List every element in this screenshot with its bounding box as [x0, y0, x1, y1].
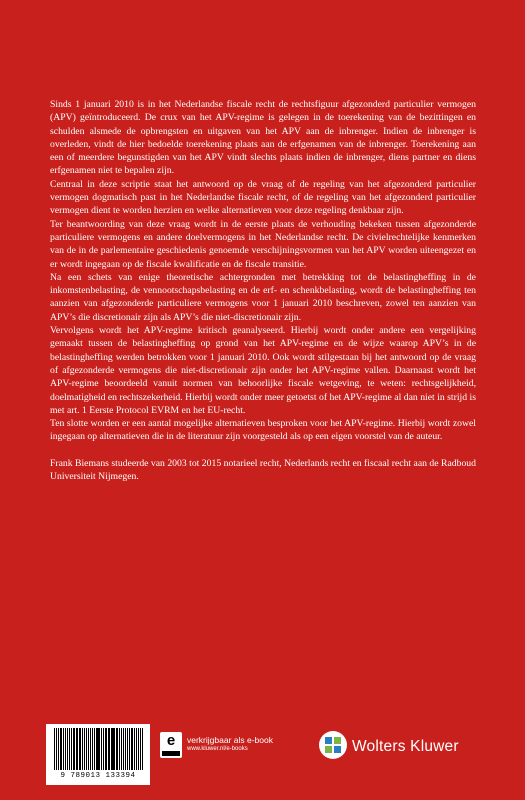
paragraph-central-question: Centraal in deze scriptie staat het antwoord op de vraag of de regeling van het afgezonderd particulier vermogen dogmatisch past in het Nederlandse fiscale recht, of de regeling van het afgezonderd particulier vermogen dient te worden herzien en welke alternatieven voor deze regeling denkbaar zijn. [50, 178, 476, 217]
publisher-name: Wolters Kluwer [352, 738, 459, 755]
ebook-badge [160, 732, 280, 762]
ebook-title: verkrijgbaar als e-book [187, 735, 273, 745]
barcode-number: 9 789013 133394 [60, 772, 136, 780]
cover-footer [0, 708, 525, 800]
back-cover-text [50, 98, 476, 483]
author-bio: Frank Biemans studeerde van 2003 tot 2015 notarieel recht, Nederlands recht en fiscaal recht aan de Radboud Universiteit Nijmegen. [50, 457, 476, 483]
ebook-url: www.kluwer.nl/e-books [187, 746, 248, 752]
isbn-barcode [46, 724, 150, 785]
paragraph-background: Na een schets van enige theoretische achtergronden met betrekking tot de belastingheffing in de inkomstenbelasting, de vennootschapsbelasting en de erf- en schenkbelasting, wordt de belastingheffing ten aanzien van afgezonderde particuliere vermogens voor 1 januari 2010 beschreven, zowel ten aanzien van APV’s die discretionair zijn als APV’s die niet-discretionair zijn. [50, 271, 476, 323]
ebook-icon: e [160, 732, 182, 758]
barcode-bars [54, 728, 144, 770]
wolters-kluwer-logo-icon [318, 730, 348, 760]
paragraph-analysis: Vervolgens wordt het APV-regime kritisch geanalyseerd. Hierbij wordt onder andere een vergelijking gemaakt tussen de belastingheffing op grond van het APV-regime en de wijze waarop APV’s in de belastingheffing werden betrokken voor 1 januari 2010. Ook wordt stilgestaan bij het antwoord op de vraag of afgezonderde vermogens die niet-discretionair zijn onder het APV-regime vallen. Daarnaast wordt het APV-regime beoordeeld vanuit normen van behoorlijke fiscale wetgeving, te weten: rechtsgelijkheid, doelmatigheid en rechtszekerheid. Hierbij wordt onder meer getoetst of het APV-regime al dan niet in strijd is met art. 1 Eerste Protocol EVRM en het EU-recht. [50, 325, 476, 416]
paragraph-approach: Ter beantwoording van deze vraag wordt in de eerste plaats de verhouding bekeken tussen afgezonderde particuliere vermogens en andere doelvermogens in het Nederlandse recht. De civielrechtelijke kenmerken van de in de parlementaire geschiedenis genoemde verschijningsvormen van het APV worden uiteengezet en er wordt ingegaan op de fiscale kwalificatie en de fiscale transitie. [50, 218, 476, 270]
publisher-logo [318, 730, 498, 764]
paragraph-intro: Sinds 1 januari 2010 is in het Nederlandse fiscale recht de rechtsfiguur afgezonderd particulier vermogen (APV) geïntroduceerd. De crux van het APV-regime is gelegen in de toerekening van de bezittingen en schulden alsmede de opbrengsten en uitgaven van het APV aan de inbrenger. Indien de inbrenger is overleden, vindt de hier bedoelde toerekening plaats aan de erfgenamen van de inbrenger. Toerekening aan een of meerdere begunstigden van het APV vindt slechts plaats indien de inbrenger, diens partner en diens erfgenamen niet te bepalen zijn. [50, 99, 476, 177]
paragraph-alternatives: Ten slotte worden er een aantal mogelijke alternatieven besproken voor het APV-regime. Hierbij wordt zowel ingegaan op alternatieven die in de literatuur zijn voorgesteld als op een eigen voorstel van de auteur. [50, 418, 476, 443]
